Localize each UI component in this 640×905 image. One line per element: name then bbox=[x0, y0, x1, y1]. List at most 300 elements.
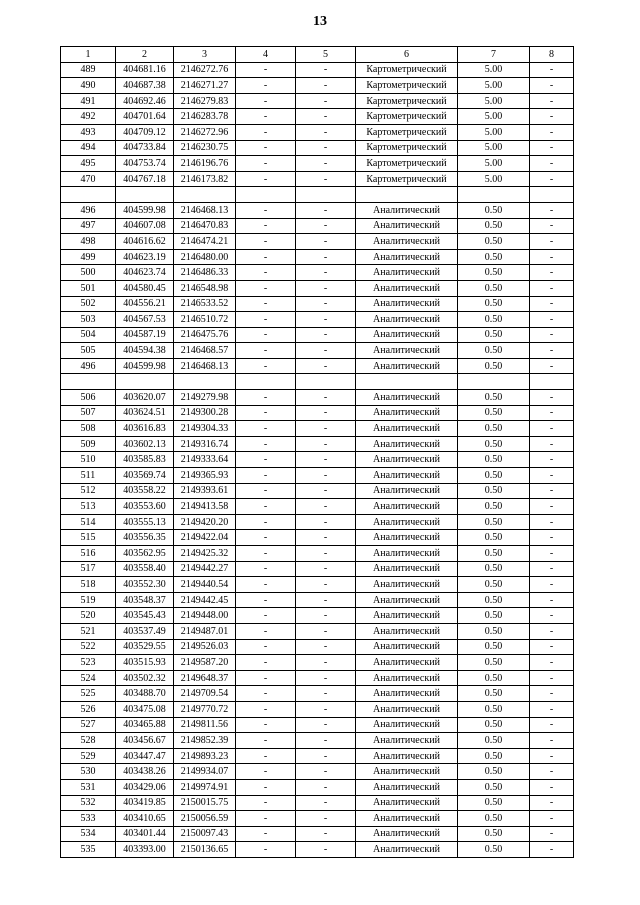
table-cell: Аналитический bbox=[356, 561, 458, 577]
table-cell: - bbox=[236, 779, 296, 795]
table-cell: - bbox=[530, 639, 574, 655]
table-cell: 0.50 bbox=[458, 327, 530, 343]
table-cell: 0.50 bbox=[458, 265, 530, 281]
table-cell: 496 bbox=[61, 202, 116, 218]
table-cell: - bbox=[530, 452, 574, 468]
table-cell: Аналитический bbox=[356, 733, 458, 749]
table-row bbox=[61, 577, 574, 593]
table-cell: 2146230.75 bbox=[174, 140, 236, 156]
table-cell: 496 bbox=[61, 358, 116, 374]
table-cell: 2146480.00 bbox=[174, 249, 236, 265]
table-cell: Аналитический bbox=[356, 265, 458, 281]
table-cell: 504 bbox=[61, 327, 116, 343]
table-cell: - bbox=[236, 811, 296, 827]
table-header bbox=[61, 47, 574, 63]
table-cell: - bbox=[530, 109, 574, 125]
table-cell: - bbox=[530, 655, 574, 671]
table-cell: 0.50 bbox=[458, 546, 530, 562]
table-row bbox=[61, 124, 574, 140]
table-cell: 2146196.76 bbox=[174, 156, 236, 172]
table-cell: - bbox=[530, 826, 574, 842]
table-cell: Аналитический bbox=[356, 234, 458, 250]
table-cell: 2150015.75 bbox=[174, 795, 236, 811]
table-cell: 2149304.33 bbox=[174, 421, 236, 437]
table-cell: 0.50 bbox=[458, 421, 530, 437]
table-cell: 2150136.65 bbox=[174, 842, 236, 858]
table-cell: 520 bbox=[61, 608, 116, 624]
table-cell: - bbox=[236, 343, 296, 359]
page-number: 13 bbox=[313, 14, 327, 29]
table-cell: - bbox=[530, 327, 574, 343]
table-cell: - bbox=[296, 733, 356, 749]
table-cell: 404587.19 bbox=[116, 327, 174, 343]
table-cell: 490 bbox=[61, 78, 116, 94]
table-row bbox=[61, 670, 574, 686]
table-cell: - bbox=[236, 514, 296, 530]
table-cell: - bbox=[530, 514, 574, 530]
table-cell: - bbox=[530, 577, 574, 593]
column-header: 6 bbox=[356, 47, 458, 63]
table-cell: 403562.95 bbox=[116, 546, 174, 562]
table-cell: - bbox=[236, 842, 296, 858]
table-cell: - bbox=[236, 546, 296, 562]
table-cell: 403548.37 bbox=[116, 592, 174, 608]
table-row bbox=[61, 234, 574, 250]
table-cell: 512 bbox=[61, 483, 116, 499]
table-cell: 404709.12 bbox=[116, 124, 174, 140]
table-cell: - bbox=[236, 748, 296, 764]
table-cell: - bbox=[236, 577, 296, 593]
table-cell: - bbox=[530, 436, 574, 452]
table-cell: 2146272.76 bbox=[174, 62, 236, 78]
table-row bbox=[61, 93, 574, 109]
table-cell: - bbox=[236, 421, 296, 437]
table-cell: 2149974.91 bbox=[174, 779, 236, 795]
column-header: 1 bbox=[61, 47, 116, 63]
table-cell: - bbox=[236, 171, 296, 187]
table-cell: 519 bbox=[61, 592, 116, 608]
table-cell: 2146548.98 bbox=[174, 280, 236, 296]
table-cell: - bbox=[530, 717, 574, 733]
table-cell: 0.50 bbox=[458, 390, 530, 406]
table-cell: - bbox=[236, 826, 296, 842]
section-separator-row bbox=[61, 187, 574, 203]
table-cell: 403558.22 bbox=[116, 483, 174, 499]
table-cell: - bbox=[296, 779, 356, 795]
table-cell: 533 bbox=[61, 811, 116, 827]
table-cell: Аналитический bbox=[356, 202, 458, 218]
table-cell: 403616.83 bbox=[116, 421, 174, 437]
table-row bbox=[61, 655, 574, 671]
table-cell: 2146510.72 bbox=[174, 312, 236, 328]
table-cell: - bbox=[530, 561, 574, 577]
table-cell: 2149442.45 bbox=[174, 592, 236, 608]
table-row bbox=[61, 265, 574, 281]
empty-cell bbox=[458, 187, 530, 203]
table-row bbox=[61, 530, 574, 546]
empty-cell bbox=[236, 374, 296, 390]
table-row bbox=[61, 421, 574, 437]
table-cell: - bbox=[530, 280, 574, 296]
table-cell: 2146468.13 bbox=[174, 202, 236, 218]
table-cell: 0.50 bbox=[458, 218, 530, 234]
table-cell: 2149365.93 bbox=[174, 468, 236, 484]
table-cell: Картометрический bbox=[356, 93, 458, 109]
table-cell: - bbox=[530, 546, 574, 562]
table-cell: 493 bbox=[61, 124, 116, 140]
empty-cell bbox=[458, 374, 530, 390]
table-cell: - bbox=[530, 748, 574, 764]
table-cell: 0.50 bbox=[458, 779, 530, 795]
table-cell: Аналитический bbox=[356, 218, 458, 234]
table-row bbox=[61, 140, 574, 156]
table-cell: - bbox=[296, 62, 356, 78]
table-cell: - bbox=[296, 280, 356, 296]
table-cell: 2149852.39 bbox=[174, 733, 236, 749]
table-cell: - bbox=[236, 358, 296, 374]
table-cell: Аналитический bbox=[356, 296, 458, 312]
table-cell: - bbox=[236, 109, 296, 125]
table-cell: - bbox=[236, 608, 296, 624]
table-cell: 2146283.78 bbox=[174, 109, 236, 125]
table-cell: 497 bbox=[61, 218, 116, 234]
table-cell: Картометрический bbox=[356, 140, 458, 156]
table-cell: 498 bbox=[61, 234, 116, 250]
table-cell: 532 bbox=[61, 795, 116, 811]
table-cell: - bbox=[530, 608, 574, 624]
table-cell: - bbox=[296, 592, 356, 608]
table-cell: 534 bbox=[61, 826, 116, 842]
table-row bbox=[61, 842, 574, 858]
table-cell: 2149333.64 bbox=[174, 452, 236, 468]
table-cell: 403569.74 bbox=[116, 468, 174, 484]
table-cell: 2146468.57 bbox=[174, 343, 236, 359]
table-cell: 2149448.00 bbox=[174, 608, 236, 624]
empty-cell bbox=[530, 374, 574, 390]
table-cell: 0.50 bbox=[458, 764, 530, 780]
table-cell: 0.50 bbox=[458, 608, 530, 624]
table-cell: - bbox=[530, 670, 574, 686]
empty-cell bbox=[116, 374, 174, 390]
table-cell: 2146470.83 bbox=[174, 218, 236, 234]
table-row bbox=[61, 405, 574, 421]
table-cell: 0.50 bbox=[458, 296, 530, 312]
table-row bbox=[61, 483, 574, 499]
table-cell: 404733.84 bbox=[116, 140, 174, 156]
table-cell: - bbox=[530, 499, 574, 515]
table-cell: 403620.07 bbox=[116, 390, 174, 406]
table-cell: 403488.70 bbox=[116, 686, 174, 702]
table-cell: 404767.18 bbox=[116, 171, 174, 187]
table-cell: 0.50 bbox=[458, 405, 530, 421]
table-cell: - bbox=[236, 234, 296, 250]
table-cell: 2149770.72 bbox=[174, 701, 236, 717]
table-cell: 500 bbox=[61, 265, 116, 281]
table-cell: - bbox=[236, 530, 296, 546]
table-cell: - bbox=[236, 795, 296, 811]
table-cell: - bbox=[530, 265, 574, 281]
table-cell: 404594.38 bbox=[116, 343, 174, 359]
table-cell: - bbox=[296, 608, 356, 624]
table-cell: 2149425.32 bbox=[174, 546, 236, 562]
table-cell: 521 bbox=[61, 623, 116, 639]
table-cell: - bbox=[296, 639, 356, 655]
table-cell: 403558.40 bbox=[116, 561, 174, 577]
table-cell: 507 bbox=[61, 405, 116, 421]
table-cell: Аналитический bbox=[356, 358, 458, 374]
table-cell: - bbox=[296, 655, 356, 671]
table-cell: 0.50 bbox=[458, 312, 530, 328]
table-cell: 503 bbox=[61, 312, 116, 328]
table-cell: - bbox=[296, 748, 356, 764]
table-cell: 404580.45 bbox=[116, 280, 174, 296]
table-cell: - bbox=[236, 655, 296, 671]
table-cell: Аналитический bbox=[356, 717, 458, 733]
table-cell: Аналитический bbox=[356, 468, 458, 484]
table-cell: - bbox=[236, 280, 296, 296]
table-cell: - bbox=[530, 795, 574, 811]
table-cell: 2149413.58 bbox=[174, 499, 236, 515]
table-row bbox=[61, 468, 574, 484]
table-cell: 2149279.98 bbox=[174, 390, 236, 406]
table-cell: 403555.13 bbox=[116, 514, 174, 530]
table-cell: - bbox=[296, 218, 356, 234]
column-header: 7 bbox=[458, 47, 530, 63]
table-cell: 2146468.13 bbox=[174, 358, 236, 374]
table-cell: Аналитический bbox=[356, 405, 458, 421]
table-cell: - bbox=[236, 249, 296, 265]
table-cell: 2146486.33 bbox=[174, 265, 236, 281]
table-cell: 2149316.74 bbox=[174, 436, 236, 452]
table-cell: - bbox=[296, 452, 356, 468]
table-row bbox=[61, 312, 574, 328]
table-cell: - bbox=[236, 202, 296, 218]
table-row bbox=[61, 779, 574, 795]
table-cell: Аналитический bbox=[356, 546, 458, 562]
table-cell: - bbox=[530, 312, 574, 328]
table-cell: - bbox=[236, 62, 296, 78]
column-header: 3 bbox=[174, 47, 236, 63]
table-cell: - bbox=[236, 561, 296, 577]
table-cell: Аналитический bbox=[356, 811, 458, 827]
empty-cell bbox=[116, 187, 174, 203]
table-body bbox=[61, 62, 574, 857]
table-cell: - bbox=[296, 795, 356, 811]
table-cell: 5.00 bbox=[458, 62, 530, 78]
table-cell: - bbox=[296, 358, 356, 374]
table-cell: 531 bbox=[61, 779, 116, 795]
table-cell: - bbox=[530, 358, 574, 374]
table-cell: - bbox=[296, 109, 356, 125]
table-cell: 0.50 bbox=[458, 655, 530, 671]
table-cell: - bbox=[530, 124, 574, 140]
table-cell: Аналитический bbox=[356, 826, 458, 842]
table-cell: 404556.21 bbox=[116, 296, 174, 312]
table-cell: 403429.06 bbox=[116, 779, 174, 795]
table-cell: 403585.83 bbox=[116, 452, 174, 468]
table-cell: Аналитический bbox=[356, 764, 458, 780]
table-cell: 535 bbox=[61, 842, 116, 858]
table-cell: Аналитический bbox=[356, 795, 458, 811]
column-header: 5 bbox=[296, 47, 356, 63]
table-cell: 470 bbox=[61, 171, 116, 187]
table-cell: 511 bbox=[61, 468, 116, 484]
table-cell: - bbox=[530, 296, 574, 312]
table-cell: Аналитический bbox=[356, 499, 458, 515]
table-row bbox=[61, 202, 574, 218]
table-cell: - bbox=[236, 390, 296, 406]
table-cell: - bbox=[296, 390, 356, 406]
table-cell: 404623.74 bbox=[116, 265, 174, 281]
table-cell: 0.50 bbox=[458, 701, 530, 717]
table-cell: Аналитический bbox=[356, 592, 458, 608]
table-cell: Аналитический bbox=[356, 670, 458, 686]
table-cell: - bbox=[530, 592, 574, 608]
table-cell: 403475.08 bbox=[116, 701, 174, 717]
empty-cell bbox=[356, 374, 458, 390]
table-cell: - bbox=[296, 483, 356, 499]
table-cell: 0.50 bbox=[458, 670, 530, 686]
table-cell: - bbox=[530, 390, 574, 406]
table-row bbox=[61, 343, 574, 359]
table-cell: Аналитический bbox=[356, 390, 458, 406]
coordinates-table bbox=[60, 46, 574, 858]
table-cell: 2149811.56 bbox=[174, 717, 236, 733]
table-cell: Аналитический bbox=[356, 483, 458, 499]
table-cell: 2149440.54 bbox=[174, 577, 236, 593]
table-cell: Картометрический bbox=[356, 124, 458, 140]
table-cell: 0.50 bbox=[458, 686, 530, 702]
table-row bbox=[61, 811, 574, 827]
table-cell: Аналитический bbox=[356, 623, 458, 639]
table-row bbox=[61, 639, 574, 655]
table-cell: Аналитический bbox=[356, 343, 458, 359]
table-row bbox=[61, 452, 574, 468]
empty-cell bbox=[356, 187, 458, 203]
table-cell: 404753.74 bbox=[116, 156, 174, 172]
table-cell: - bbox=[530, 842, 574, 858]
table-cell: Картометрический bbox=[356, 78, 458, 94]
table-cell: - bbox=[530, 249, 574, 265]
table-cell: 404616.62 bbox=[116, 234, 174, 250]
table-cell: - bbox=[236, 296, 296, 312]
table-cell: 403438.26 bbox=[116, 764, 174, 780]
table-cell: - bbox=[530, 623, 574, 639]
table-row bbox=[61, 592, 574, 608]
table-cell: 2146173.82 bbox=[174, 171, 236, 187]
table-cell: 403537.49 bbox=[116, 623, 174, 639]
empty-cell bbox=[296, 374, 356, 390]
table-cell: 509 bbox=[61, 436, 116, 452]
table-cell: 501 bbox=[61, 280, 116, 296]
table-cell: 529 bbox=[61, 748, 116, 764]
table-cell: 0.50 bbox=[458, 452, 530, 468]
table-row bbox=[61, 499, 574, 515]
table-cell: 2149300.28 bbox=[174, 405, 236, 421]
table-cell: 403502.32 bbox=[116, 670, 174, 686]
table-row bbox=[61, 171, 574, 187]
table-cell: - bbox=[296, 764, 356, 780]
table-cell: - bbox=[236, 124, 296, 140]
table-cell: 526 bbox=[61, 701, 116, 717]
table-cell: 5.00 bbox=[458, 156, 530, 172]
table-cell: - bbox=[530, 93, 574, 109]
table-cell: 0.50 bbox=[458, 468, 530, 484]
table-row bbox=[61, 156, 574, 172]
table-cell: 525 bbox=[61, 686, 116, 702]
column-header: 4 bbox=[236, 47, 296, 63]
table-row bbox=[61, 608, 574, 624]
table-cell: 0.50 bbox=[458, 483, 530, 499]
column-header: 8 bbox=[530, 47, 574, 63]
table-row bbox=[61, 748, 574, 764]
empty-cell bbox=[296, 187, 356, 203]
table-cell: 516 bbox=[61, 546, 116, 562]
table-cell: 0.50 bbox=[458, 202, 530, 218]
table-row bbox=[61, 826, 574, 842]
table-cell: 403410.65 bbox=[116, 811, 174, 827]
table-cell: 0.50 bbox=[458, 795, 530, 811]
table-cell: - bbox=[296, 623, 356, 639]
table-cell: 404701.64 bbox=[116, 109, 174, 125]
table-cell: 5.00 bbox=[458, 140, 530, 156]
table-cell: 0.50 bbox=[458, 343, 530, 359]
table-cell: - bbox=[236, 764, 296, 780]
table-row bbox=[61, 733, 574, 749]
table-cell: 2146475.76 bbox=[174, 327, 236, 343]
table-cell: - bbox=[530, 483, 574, 499]
table-cell: - bbox=[236, 592, 296, 608]
table-cell: - bbox=[296, 436, 356, 452]
table-cell: 403419.85 bbox=[116, 795, 174, 811]
table-cell: - bbox=[296, 561, 356, 577]
table-cell: Аналитический bbox=[356, 639, 458, 655]
table-cell: - bbox=[296, 811, 356, 827]
table-cell: 0.50 bbox=[458, 280, 530, 296]
table-cell: - bbox=[236, 405, 296, 421]
table-cell: 2149648.37 bbox=[174, 670, 236, 686]
table-row bbox=[61, 109, 574, 125]
table-row bbox=[61, 249, 574, 265]
table-cell: - bbox=[236, 218, 296, 234]
table-cell: 403552.30 bbox=[116, 577, 174, 593]
empty-cell bbox=[174, 374, 236, 390]
table-cell: - bbox=[236, 686, 296, 702]
table-cell: 2149526.03 bbox=[174, 639, 236, 655]
table-cell: Картометрический bbox=[356, 171, 458, 187]
table-cell: - bbox=[530, 701, 574, 717]
table-cell: 5.00 bbox=[458, 93, 530, 109]
table-cell: - bbox=[530, 468, 574, 484]
table-cell: - bbox=[296, 717, 356, 733]
table-cell: 403545.43 bbox=[116, 608, 174, 624]
table-cell: Аналитический bbox=[356, 608, 458, 624]
table-cell: 2150056.59 bbox=[174, 811, 236, 827]
table-cell: - bbox=[236, 93, 296, 109]
table-cell: 2149420.20 bbox=[174, 514, 236, 530]
table-cell: - bbox=[530, 764, 574, 780]
table-cell: 2146271.27 bbox=[174, 78, 236, 94]
table-cell: Картометрический bbox=[356, 156, 458, 172]
table-cell: Аналитический bbox=[356, 421, 458, 437]
table-cell: Аналитический bbox=[356, 452, 458, 468]
table-cell: - bbox=[296, 296, 356, 312]
table-cell: 404681.16 bbox=[116, 62, 174, 78]
table-cell: - bbox=[296, 343, 356, 359]
table-cell: Картометрический bbox=[356, 109, 458, 125]
table-cell: 2149422.04 bbox=[174, 530, 236, 546]
table-row bbox=[61, 436, 574, 452]
